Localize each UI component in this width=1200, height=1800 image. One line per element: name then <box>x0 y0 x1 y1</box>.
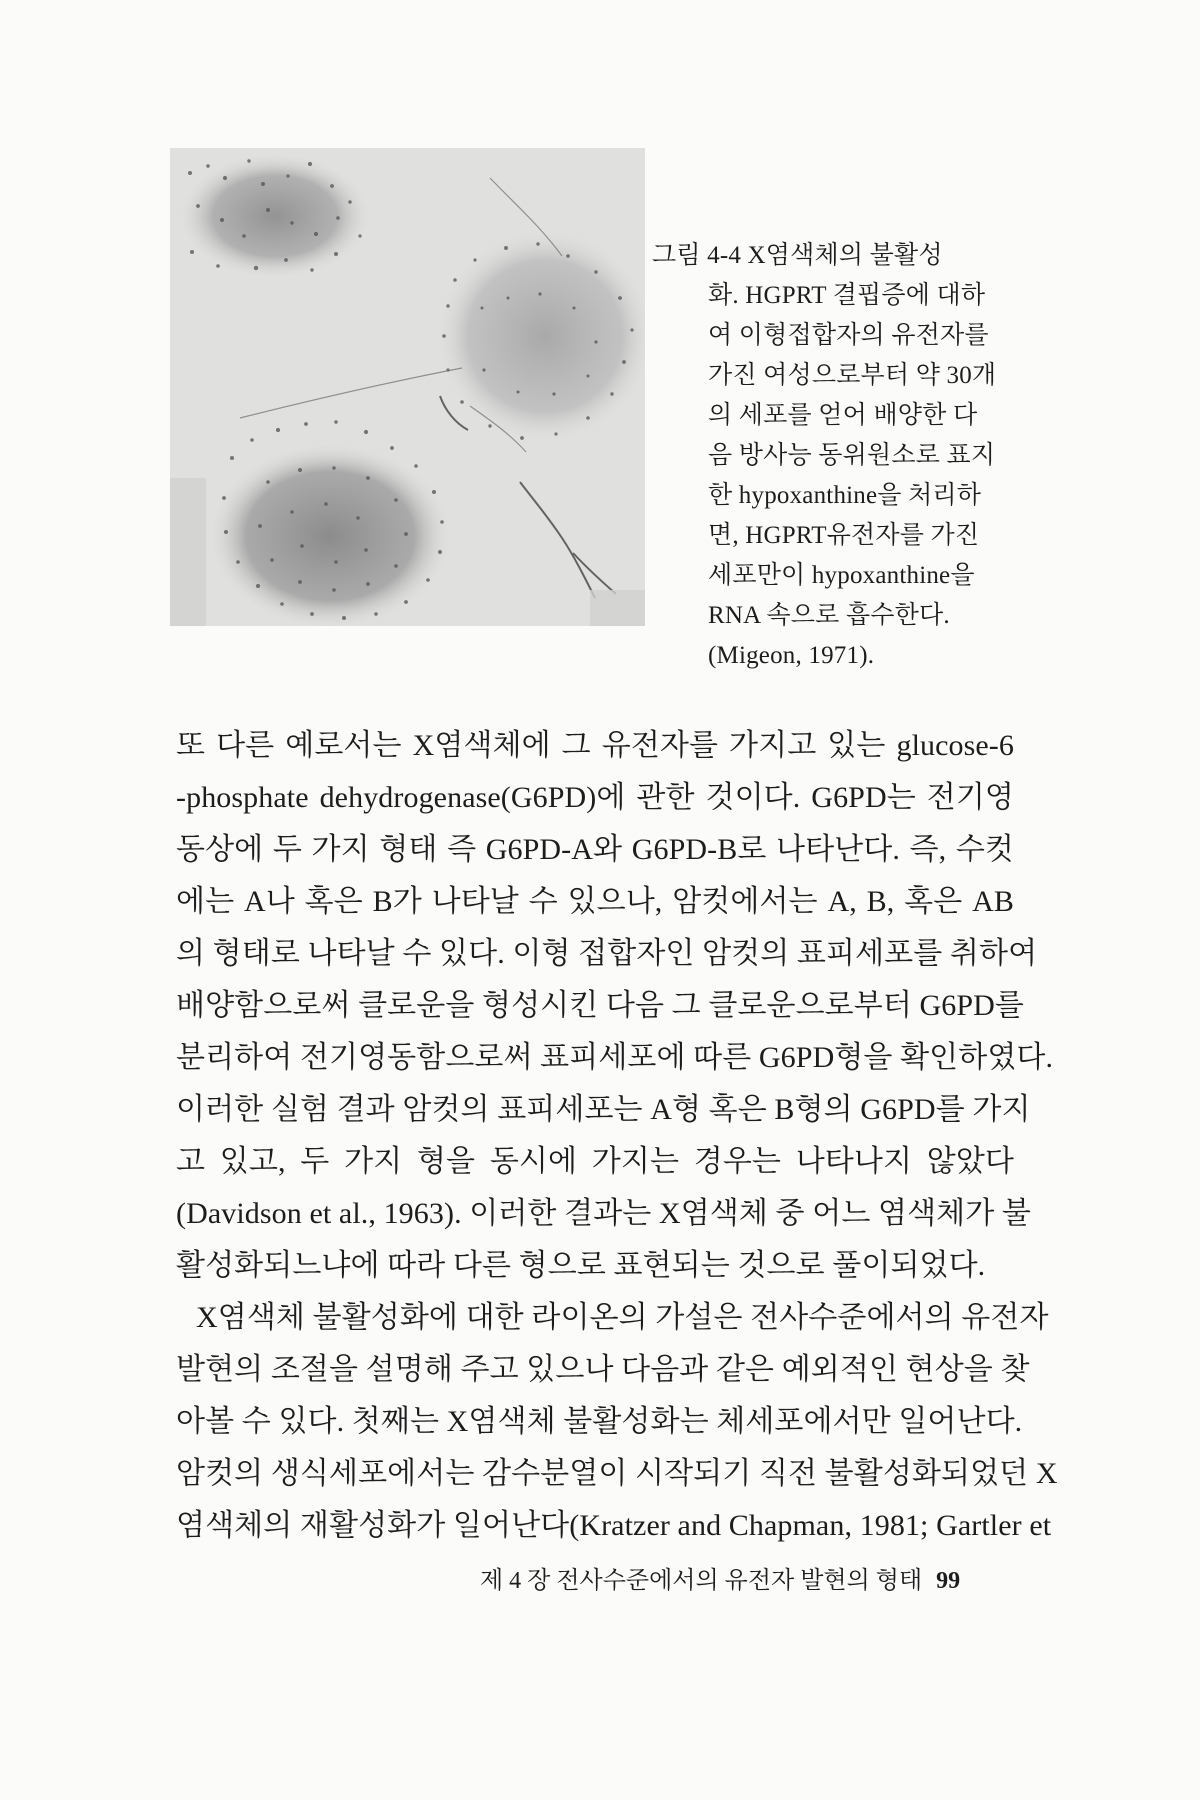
caption-line: (Migeon, 1971). <box>708 642 875 669</box>
caption-line: 여 이형접합자의 유전자를 <box>708 322 989 349</box>
micrograph-image <box>170 148 645 626</box>
caption-line: 그림 4-4 X염색체의 불활성 <box>652 242 943 269</box>
body-line: 발현의 조절을 설명해 주고 있으나 다음과 같은 예외적인 현상을 찾 <box>176 1353 1030 1386</box>
body-line: 이러한 실험 결과 암컷의 표피세포는 A형 혹은 B형의 G6PD를 가지 <box>176 1093 1031 1126</box>
body-line: 동상에 두 가지 형태 즉 G6PD-A와 G6PD-B로 나타난다. 즉, 수컷 <box>176 833 1014 866</box>
caption-line: 한 hypoxanthine을 처리하 <box>708 482 982 509</box>
caption-line: 면, HGPRT유전자를 가진 <box>708 522 980 549</box>
caption-line: 음 방사능 동위원소로 표지 <box>708 442 996 469</box>
figure-micrograph <box>170 148 645 626</box>
body-line: 배양함으로써 클로운을 형성시킨 다음 그 클로운으로부터 G6PD를 <box>176 989 1025 1022</box>
body-line: -phosphate dehydrogenase(G6PD)에 관한 것이다. G6PD는 전기영 <box>176 781 1014 814</box>
body-line: 암컷의 생식세포에서는 감수분열이 시작되기 직전 불활성화되었던 X <box>176 1457 1058 1490</box>
running-head: 제 4 장 전사수준에서의 유전자 발현의 형태 <box>480 1568 923 1594</box>
body-line: X염색체 불활성화에 대한 라이온의 가설은 전사수준에서의 유전자 <box>196 1301 1049 1334</box>
body-line: 염색체의 재활성화가 일어난다(Kratzer and Chapman, 1981; Gartler et <box>176 1509 1052 1542</box>
body-line: 또 다른 예로서는 X염색체에 그 유전자를 가지고 있는 glucose-6 <box>176 729 1014 762</box>
body-line: 고 있고, 두 가지 형을 동시에 가지는 경우는 나타나지 않았다 <box>176 1145 1014 1178</box>
body-line: (Davidson et al., 1963). 이러한 결과는 X염색체 중 어느 염색체가 불 <box>176 1197 1031 1230</box>
caption-line: 세포만이 hypoxanthine을 <box>708 562 975 589</box>
caption-line: 가진 여성으로부터 약 30개 <box>708 362 997 389</box>
body-line: 아볼 수 있다. 첫째는 X염색체 불활성화는 체세포에서만 일어난다. <box>176 1405 1023 1438</box>
caption-line: 화. HGPRT 결핍증에 대하 <box>708 282 986 309</box>
page-footer <box>480 1565 1000 1597</box>
page-number: 99 <box>936 1568 961 1594</box>
body-text <box>176 720 1058 1552</box>
body-line: 분리하여 전기영동함으로써 표피세포에 따른 G6PD형을 확인하였다. <box>176 1041 1054 1074</box>
body-line: 의 형태로 나타날 수 있다. 이형 접합자인 암컷의 표피세포를 취하여 <box>176 937 1038 970</box>
body-line: 활성화되느냐에 따라 다른 형으로 표현되는 것으로 풀이되었다. <box>176 1249 986 1282</box>
figure-caption <box>652 236 998 676</box>
caption-line: 의 세포를 얻어 배양한 다 <box>708 402 978 429</box>
body-line: 에는 A나 혹은 B가 나타날 수 있으나, 암컷에서는 A, B, 혹은 AB <box>176 885 1014 918</box>
caption-line: RNA 속으로 흡수한다. <box>708 602 950 629</box>
